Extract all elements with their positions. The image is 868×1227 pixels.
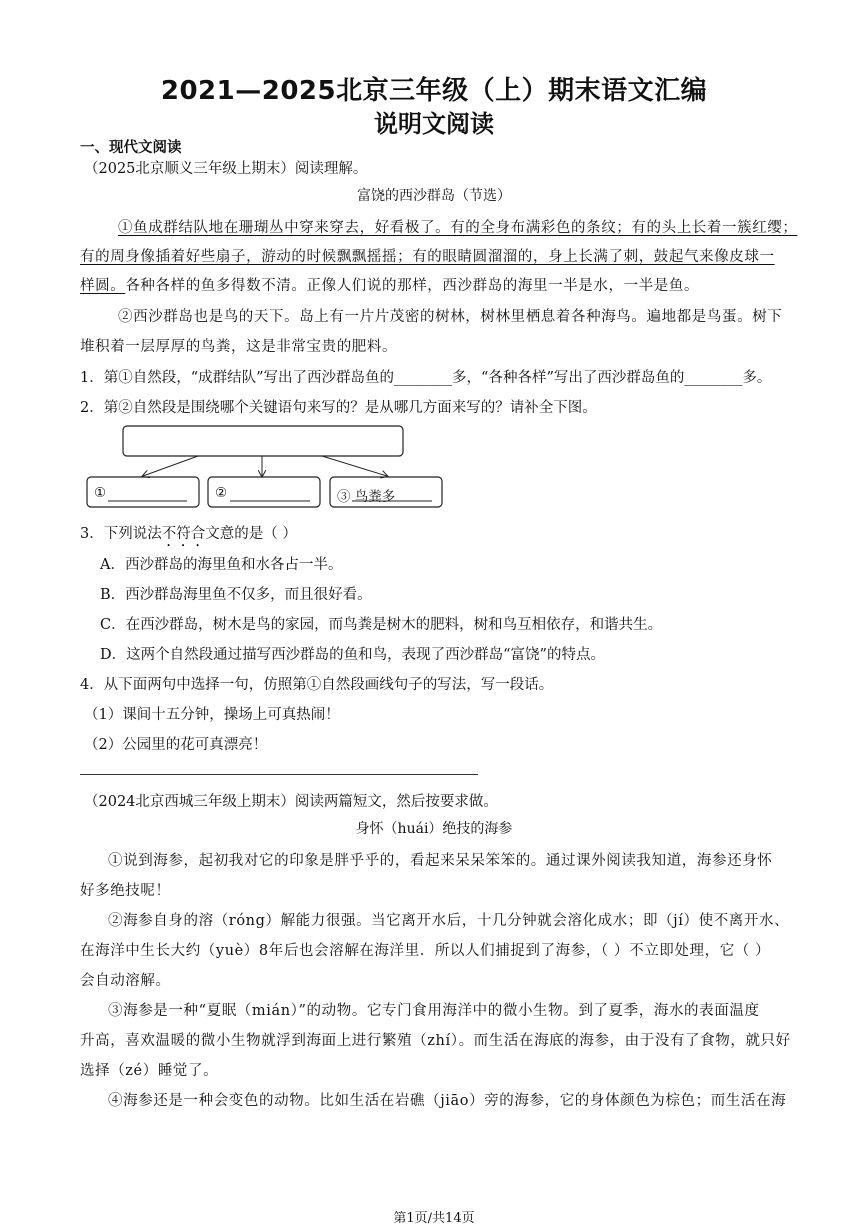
para1-text: 各种各样的鱼多得数不清。正像人们说的那样，西沙群岛的海里一半是水，一半是鱼。	[125, 278, 700, 294]
passage2-line: ④海参还是一种会变色的动物。比如生活在岩礁（jiāo）旁的海参，它的身体颜色为棕色；而生活在海	[108, 1093, 787, 1109]
para2-line1: ②西沙群岛也是鸟的天下。岛上有一片片茂密的树林，树林里栖息着各种海鸟。遍地都是鸟蛋。树下	[118, 309, 783, 325]
para2-line2: 堆积着一层厚厚的鸟粪，这是非常宝贵的肥料。	[80, 339, 398, 355]
aspect-box-1-label: ①	[94, 485, 107, 501]
aspect-box-3-label: ③ 鸟粪多	[337, 489, 396, 505]
key-sentence-box	[123, 426, 403, 456]
underlined-sentence: ①鱼成群结队地在珊瑚丛中穿来穿去，好看极了。有的全身布满彩色的条纹；有的头上长着一簇红缨；	[118, 220, 798, 236]
para1-line3	[80, 274, 792, 295]
document-subtitle: 说明文阅读	[374, 110, 494, 138]
para1-line2	[80, 245, 792, 266]
underlined-sentence: 有的周身像插着好些扇子，游动的时候飘飘摇摇；有的眼睛圆溜溜的，身上长满了刺，鼓起气来像皮球一	[80, 249, 775, 265]
question-3-text: 3．下列说法	[80, 526, 162, 542]
passage2-line: ①说到海参，起初我对它的印象是胖乎乎的，看起来呆呆笨笨的。通过课外阅读我知道，海参还身怀	[108, 853, 773, 869]
question-3-text: 文意的是（ ）	[205, 526, 297, 542]
passage2-line: 选择（zé）睡觉了。	[80, 1063, 219, 1079]
underlined-sentence: 样圆。	[80, 278, 126, 294]
option-a: A．西沙群岛的海里鱼和水各占一半。	[100, 557, 343, 573]
option-b: B．西沙群岛海里鱼不仅多，而且很好看。	[100, 587, 372, 603]
source-line: （2025北京顺义三年级上期末）阅读理解。	[84, 161, 368, 177]
aspect-box-2-label: ②	[215, 485, 228, 501]
passage2-line: ③海参是一种“夏眠（mián）”的动物。它专门食用海洋中的微小生物。到了夏季，海水的表面温度	[108, 1003, 760, 1019]
emphasized-text: 不符合	[161, 526, 206, 542]
question-1: 1．第①自然段，“成群结队”写出了西沙群岛鱼的________多，“各种各样”写出了西沙群岛鱼的________多。	[80, 370, 772, 386]
passage2-line: 会自动溶解。	[80, 973, 171, 989]
question-4: 4．从下面两句中选择一句，仿照第①自然段画线句子的写法，写一段话。	[80, 677, 554, 693]
document-title: 2021—2025北京三年级（上）期末语文汇编	[160, 76, 708, 106]
q4-option-2: （2）公园里的花可真漂亮！	[84, 737, 268, 753]
option-d: D．这两个自然段通过描写西沙群岛的鱼和鸟，表现了西沙群岛“富饶”的特点。	[100, 647, 605, 663]
passage2-line: 好多绝技呢！	[80, 883, 171, 899]
page-number: 第1页/共14页	[393, 1211, 475, 1226]
question-2: 2．第②自然段是围绕哪个关键语句来写的？是从哪几方面来写的？请补全下图。	[80, 400, 597, 416]
passage2-line: ②海参自身的溶（róng）解能力很强。当它离开水后，十几分钟就会溶化成水；即（jí）使不离开水、	[108, 913, 790, 929]
section-heading: 一、现代文阅读	[80, 140, 182, 156]
passage2-line: 在海洋中生长大约（yuè）8年后也会溶解在海洋里．所以人们捕捉到了海参，（ ）不立即处理，它（ ）	[80, 943, 771, 959]
divider	[80, 774, 478, 775]
source-line-2: （2024北京西城三年级上期末）阅读两篇短文，然后按要求做。	[84, 794, 498, 810]
option-c: C．在西沙群岛，树木是鸟的家园，而鸟粪是树木的肥料，树和鸟互相依存，和谐共生。	[100, 617, 663, 633]
q4-option-1: （1）课间十五分钟，操场上可真热闹！	[84, 707, 340, 723]
para1-line1	[118, 216, 830, 237]
passage-title-2: 身怀（huái）绝技的海参	[355, 821, 513, 837]
passage-title: 富饶的西沙群岛（节选）	[357, 188, 511, 204]
question-3	[80, 522, 792, 550]
passage2-line: 升高，喜欢温暖的微小生物就浮到海面上进行繁殖（zhí）。而生活在海底的海参，由于没有了食物，就只好	[80, 1033, 791, 1049]
